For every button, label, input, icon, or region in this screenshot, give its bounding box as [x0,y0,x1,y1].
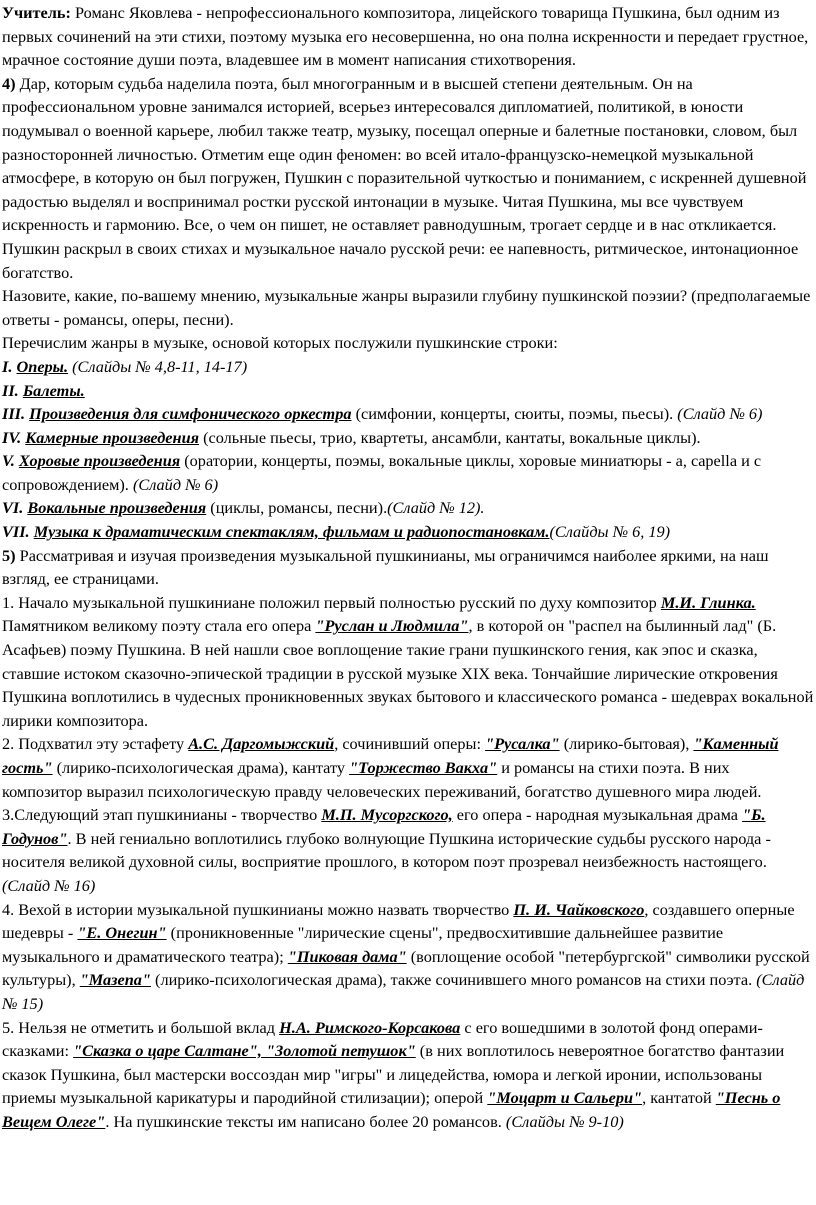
genre-number: IV. [2,427,22,447]
work-title: "Моцарт и Сальери" [487,1088,643,1108]
genre-list-intro: Перечислим жанры в музыке, основой которых послужили пушкинские строки: [2,333,558,353]
genre-item [2,402,814,426]
work-title: "Руслан и Людмила" [315,616,469,636]
genre-number: VI. [2,498,24,518]
work-title: "Пиковая дама" [287,946,407,966]
work-title: "Б. Годунов" [2,805,766,848]
composer-name: П. И. Чайковского [513,899,645,919]
text-run: (воплощение особой "петербургской" символики русской культуры), [2,946,810,990]
genre-title: Хоровые произведения [18,451,181,471]
text-run: его опера - народная музыкальная драма [452,805,743,825]
text-run: . В ней гениально воплотились глубоко волнующие Пушкина исторические судьбы русского народа - носителя великой духовной силы, восприятие прошлого, в котором поэт прозревал неизбежность настоящего. [2,828,771,872]
genre-number: VII. [2,522,30,542]
work-title: "Русалка" [485,734,560,754]
paragraph-dargomyzhsky [2,732,814,803]
work-title: "Е. Онегин" [77,923,167,943]
genre-title: Камерные произведения [25,427,200,447]
text-run: с его вошедшими в золотой фонд операми-сказками: [2,1017,763,1061]
genre-item [2,449,814,496]
text-run: (в них воплотилось невероятное богатство фантазии сказок Пушкина, был мастерски воссоздан мир "игры" и лицедейства, юмора и легкой иронии, использованы приемы музыкальной карикатуры и пародийной стилизации); оперой [2,1041,785,1108]
speaker-label: Учитель: [2,3,71,22]
text-run: 4. Вехой в истории музыкальной пушкинианы можно назвать творчество [2,899,514,919]
genre-item [2,520,814,544]
text-run: , сочинивший оперы: [334,734,486,754]
text-run: , в которой он "распел на былинный лад" (Б. Асафьев) поэму Пушкина. В ней нашли свое воплощение такие грани пушкинского гения, как эпос и сказка, ставшие истоком сказочно-эпической традиции в русской музыке XIX века. Тончайшие лирические откровения Пушкина воплотились в чудесных проникновенных звуках бытового и классического романса - шедеврах вокальной лирики композитора. [2,616,814,730]
genre-item [2,355,814,379]
composer-name: Н.А. Римского-Корсакова [279,1017,461,1037]
slide-ref: (Слайды № 9-10) [501,1111,624,1131]
genre-number: V. [2,451,15,471]
genre-list [2,355,814,544]
section-text: Рассматривая и изучая произведения музыкальной пушкинианы, мы ограничимся наиболее яркими, на наш взгляд, ее страницами. [2,545,769,589]
genre-title: Оперы. [16,356,69,376]
slide-ref: (Слайд № 16) [2,875,96,895]
composer-name: М.П. Мусоргского, [321,805,453,825]
slide-ref: (Слайды № 6, 19) [549,522,671,542]
genre-item [2,496,814,520]
slide-ref: (Слайд № 6) [128,474,219,494]
text-run: , создавшего оперные шедевры - [2,899,795,943]
text-run: , кантатой [642,1088,716,1108]
work-title: "Песнь о Вещем Олеге" [2,1088,781,1131]
section-number: 4) [2,73,16,93]
composer-name: А.С. Даргомыжский [188,734,335,754]
genre-number: II. [2,380,19,400]
slide-ref: (Слайд № 12). [387,498,485,518]
genre-title: Произведения для симфонического оркестра [29,404,352,424]
section-text: Дар, которым судьба наделила поэта, был многогранным и в высшей степени деятельным. Он на профессиональном уровне занимался историей, всерьез интересовался дипломатией, политикой, в юности подумывал о военной карьере, любил также театр, музыку, посещал оперные и балетные постановки, словом, был разносторонней личностью. Отметим еще один феномен: во всей итало-французско-немецкой музыкальной атмосфере, в которую он был погружен, Пушкин с поразительной чуткостью и пониманием, с искренней душевной радостью выделял и воспринимал ростки русской интонации в музыке. Читая Пушкина, мы все чувствуем искренность и гармонию. Все, о чем он пишет, не оставляет равнодушным, трогает сердце и в нас откликается. Пушкин раскрыл в своих стихах и музыкальное начало русской речи: ее напевность, ритмическое, интонационное богатство. [2,73,807,282]
section-number: 5) [2,545,16,565]
work-title: "Сказка о царе Салтане", "Золотой петушок" [73,1041,416,1061]
text-run: 5. Нельзя не отметить и большой вклад [2,1017,280,1037]
paragraph-mussorgsky [2,803,814,897]
text-run: . На пушкинские тексты им написано более 20 романсов. [105,1111,502,1131]
paragraph-section-5 [2,544,814,591]
text-run: 1. Начало музыкальной пушкиниане положил первый полностью русский по духу композитор [2,592,661,612]
genre-item [2,426,814,450]
paragraph-tchaikovsky [2,898,814,1016]
paragraph-rimsky-korsakov [2,1016,814,1134]
text-run: и романсы на стихи поэта. В них композитор выразил психологическую правду человеческих переживаний, богатство душевного мира людей. [2,758,762,801]
slide-ref: (Слайды № 4,8-11, 14-17) [68,356,248,376]
intro-text: Романс Яковлева - непрофессионального композитора, лицейского товарища Пушкина, был одним из первых сочинений на эти стихи, поэтому музыка его несовершенна, но она полна искренности и передает грустное, мрачное состояние души поэта, владевшее им в момент написания стихотворения. [2,3,809,70]
text-run: (лирико-бытовая), [559,734,694,754]
genre-details: (циклы, романсы, песни). [206,498,388,518]
paragraph-glinka [2,591,814,733]
genre-details: (сольные пьесы, трио, квартеты, ансамбли, кантаты, вокальные циклы). [199,427,701,447]
slide-ref: (Слайд № 15) [2,970,805,1013]
text-run: (лирико-психологическая драма), также сочинившего много романсов на стихи поэта. [150,970,753,990]
paragraph-section-4 [2,72,814,284]
genre-item [2,379,814,403]
genre-title: Балеты. [22,380,85,400]
paragraph-intro [2,1,814,72]
slide-ref: (Слайд № 6) [673,404,763,424]
text-run: Памятником великому поэту стала его опера [2,616,316,636]
text-run: 2. Подхватил эту эстафету [2,734,189,754]
genre-title: Вокальные произведения [27,498,207,518]
work-title: "Мазепа" [79,970,151,990]
work-title: "Каменный гость" [2,734,779,777]
genre-number: I. [2,356,13,376]
question-paragraph: Назовите, какие, по-вашему мнению, музыкальные жанры выразили глубину пушкинской поэзии? (предполагаемые ответы - романсы, оперы, песни). [2,286,811,329]
genre-details: (оратории, концерты, поэмы, вокальные циклы, хоровые миниатюры - а, capella и с сопровождением). [2,451,762,494]
work-title: "Торжество Вакха" [349,758,498,777]
genre-title: Музыка к драматическим спектаклям, фильмам и радиопостановкам. [33,522,550,542]
genre-details: (симфонии, концерты, сюиты, поэмы, пьесы). [351,404,674,424]
text-run: 3.Следующий этап пушкинианы - творчество [2,805,322,825]
text-run: (проникновенные "лирические сцены", предвосхитившие дальнейшее развитие музыкального и драматического театра); [2,923,724,966]
genre-number: III. [2,404,26,424]
text-run: (лирико-психологическая драма), кантату [52,758,350,777]
composer-name: М.И. Глинка. [660,592,756,612]
